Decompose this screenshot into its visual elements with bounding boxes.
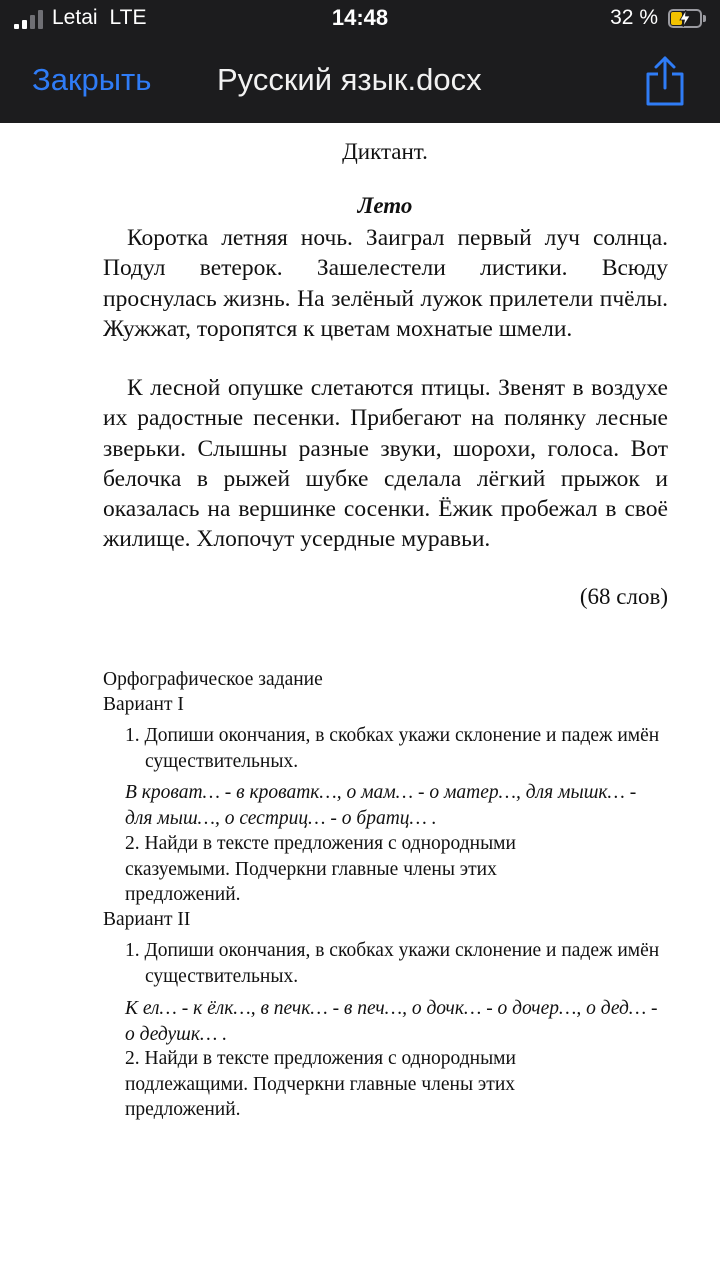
variant-1-task-1: 1. Допиши окончания, в скобках укажи склонение и падеж имён существительных. — [125, 725, 660, 772]
variant-2-example: К ел… - к ёлк…, в печк… - в печ…, о дочк… - о дочер…, о дед… - о дедушк… . — [125, 998, 658, 1045]
variant-1-label: Вариант I — [103, 694, 184, 715]
navigation-bar — [0, 40, 720, 123]
carrier-name: Letai — [52, 6, 98, 29]
document-page[interactable] — [0, 123, 720, 1280]
text-paragraph-1: Коротка летняя ночь. Заиграл первый луч солнца. Подул ветерок. Зашелестели листики. Всюду проснулась жизнь. На зелёный лужок прилетели пчёлы. Жужжат, торопятся к цветам мохнатые шмели. — [103, 225, 668, 342]
top-bar — [0, 0, 720, 123]
document-title: Русский язык.docx — [217, 62, 482, 97]
share-button[interactable] — [644, 54, 686, 106]
variant-1-example: В кроват… - в кроватк…, о мам… - о матер…, для мышк… - для мыш…, о сестриц… - о братц… . — [125, 782, 637, 829]
dictation-title: Лето — [357, 193, 413, 218]
status-time: 14:48 — [331, 5, 389, 30]
battery-percentage: 32 % — [610, 6, 658, 29]
variant-2-label: Вариант II — [103, 909, 191, 930]
variant-2-task-2: 2. Найди в тексте предложения с однородными подлежащими. Подчеркни главные члены этих предложений. — [125, 1048, 516, 1120]
share-icon — [644, 54, 686, 106]
text-paragraph-2: К лесной опушке слетаются птицы. Звенят в воздухе их радостные песенки. Прибегают на полянку лесные зверьки. Слышны разные звуки, шорохи, голоса. Вот белочка в рыжей шубке сделала лёгкий прыжок и оказалась на вершинке сосенки. Ёжик пробежал в своё жилище. Хлопочут усердные муравьи. — [103, 375, 668, 553]
close-button[interactable]: Закрыть — [32, 62, 152, 97]
dictation-heading: Диктант. — [342, 139, 428, 164]
network-type: LTE — [109, 6, 147, 29]
word-count: (68 слов) — [579, 584, 668, 609]
variant-2-task-1: 1. Допиши окончания, в скобках укажи склонение и падеж имён существительных. — [125, 940, 660, 987]
status-bar — [0, 0, 720, 40]
task-heading: Орфографическое задание — [103, 669, 323, 690]
charging-bolt-icon — [679, 10, 691, 27]
variant-1-task-2: 2. Найди в тексте предложения с однородными сказуемыми. Подчеркни главные члены этих предложений. — [125, 833, 516, 905]
battery-charging-icon — [668, 9, 706, 28]
